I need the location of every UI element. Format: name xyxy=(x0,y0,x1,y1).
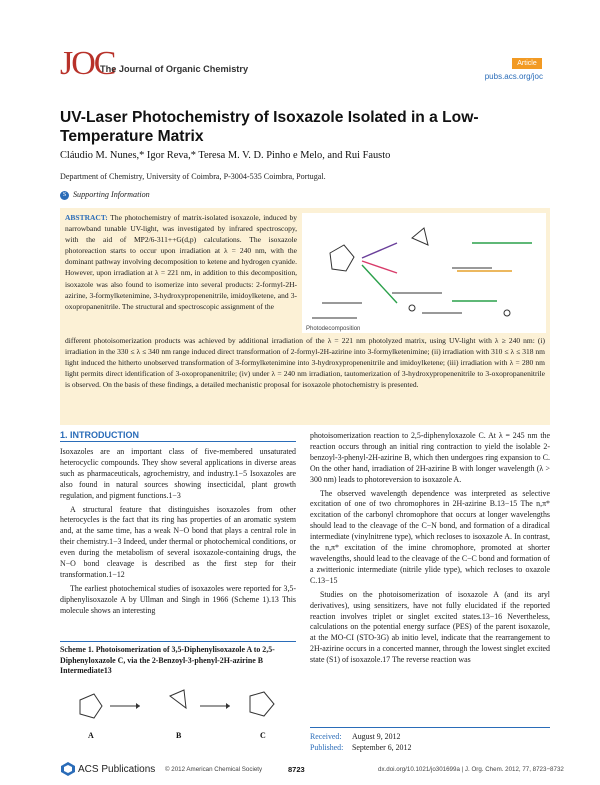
copyright: © 2012 American Chemical Society xyxy=(165,766,263,773)
doi-citation[interactable]: dx.doi.org/10.1021/jo301699a | J. Org. Chem. 2012, 77, 8723−8732 xyxy=(378,766,564,773)
abstract-body-top: The photochemistry of matrix-isolated isoxazole, induced by narrowband tunable UV-light, was investigated by infrared spectroscopy, with the aid of MP2/6-311++G(d,p) calculations. The isoxazole photoreaction starts to occur upon irradiation at λ = 240 nm, with the dominant pathway involving decomposition to ketene and hydrogen cyanide. However, upon irradiation at λ = 221 nm, in addition to this decomposition, isoxazole was also found to isomerize into several products: 2-formyl-2H-azirine, 3-formylketenimine, 3-hydroxypropenenitrile, imidoylketene, and 3-oxopropanenitrile. The structural and spectroscopic assignment of the xyxy=(65,213,297,311)
article-title: UV-Laser Photochemistry of Isoxazole Isolated in a Low-Temperature Matrix xyxy=(60,109,479,145)
journal-name: The Journal of Organic Chemistry xyxy=(100,64,249,74)
scheme-caption: Scheme 1. Photoisomerization of 3,5-Diphenylisoxazole A to 2,5-Diphenyloxazole C, via the 2-Benzoyl-3-phenyl-2H-azirine B Intermediate13 xyxy=(60,645,275,675)
supporting-label: Supporting Information xyxy=(73,190,150,199)
affiliation: Department of Chemistry, University of Coimbra, P-3004-535 Coimbra, Portugal. xyxy=(60,172,326,181)
section-rule xyxy=(60,441,296,442)
received-label: Received: xyxy=(310,732,342,741)
section-heading-introduction: 1. INTRODUCTION xyxy=(60,430,140,440)
intro-paragraph: The earliest photochemical studies of isoxazoles were reported for 3,5-diphenylisoxazole A by Ullman and Singh in 1966 (Scheme 1).13 This molecule shows an interesting xyxy=(60,583,296,615)
published-date: September 6, 2012 xyxy=(352,743,412,752)
scheme-rule xyxy=(60,641,296,642)
publication-dates xyxy=(310,731,411,753)
abstract-text-bottom: different photoisomerization products was achieved by additional irradiation of the λ = 221 nm photolyzed matrix, using UV-light with λ ≥ 240 nm: (i) irradiation in the 330 ≤ λ ≤ 340 nm range induced direct transformation of 2-formyl-2H-azirine into 3-formylketenimine; (ii) irradiation with 310 ≤ λ ≤ 318 nm light induced the hitherto unobserved transformation of 3-formylketenimine into 3-hydroxypropenenitrile and imidoylketene; (iii) irradiation with λ = 280 nm light permits direct identification of 3-oxopropanenitrile; (iv) under λ = 240 nm irradiation, tautomerization of 3-hydroxypropenenitrile to 3-oxopropanenitrile is observed. On the basis of these findings, a detailed mechanistic proposal for isoxazole photochemistry is presented. xyxy=(65,336,545,390)
intro-paragraph: photoisomerization reaction to 2,5-diphenyloxazole C. At λ = 245 nm the reaction occurs through an initial ring contraction to yield the isolable 2-benzoyl-3-phenyl-2H-azirine B, which then undergoes ring expansion to C. On the other hand, irradiation of 2H-azirine B with longer wavelength (λ > 300 nm) leads to photoreversion to isoxazole A. xyxy=(310,431,550,484)
scheme-label-b: B xyxy=(176,731,182,740)
info-icon: S xyxy=(60,191,69,200)
acs-hexagon-icon xyxy=(60,762,76,776)
journal-logo xyxy=(60,45,249,82)
journal-url-link[interactable]: pubs.acs.org/joc xyxy=(484,72,543,81)
scheme-label-a: A xyxy=(88,731,94,740)
supporting-information-link[interactable] xyxy=(60,190,150,200)
page-number: 8723 xyxy=(288,765,305,774)
abstract-text-top xyxy=(65,212,297,312)
reaction-scheme-graphic xyxy=(302,213,546,333)
published-label: Published: xyxy=(310,743,344,752)
received-date: August 9, 2012 xyxy=(352,732,401,741)
intro-paragraph: The observed wavelength dependence was interpreted as selective excitation of one of two chromophores in 2H-azirine B.13−15 The n,π* excitation of the carbonyl chromophore that occurs at longer wavelengths should lead to the cleavage of the C−N bond, and formation of a diradical intermediate (vinylnitrene type), which recloses to isoxazole A. In contrast, the n,π* excitation of the imine chromophore, promoted at shorter wavelengths, should lead to the cleavage of the C−C bond and formation of a zwitterionic intermediate (nitrile ylide type), which recloses to oxazole C.13−15 xyxy=(310,488,550,585)
abstract-label: ABSTRACT: xyxy=(65,213,108,222)
toc-graphic xyxy=(302,213,546,333)
intro-paragraph: A structural feature that distinguishes isoxazoles from other heterocycles is the fact that its ring has properties of an aromatic system and, at the same time, has a weak N−O bond that plays a central role in their chemistry.1−3 Indeed, under thermal or photochemical conditions, or even during the metabolism of several isoxazole-containing drugs, the N−O bond cleavage is described as the first step for their transformation.1−12 xyxy=(60,504,296,579)
scheme-drawing xyxy=(60,682,296,744)
acs-publications-label: ACS Publications xyxy=(78,764,156,775)
joc-logo-text: JOC xyxy=(60,45,115,82)
dates-rule xyxy=(310,727,550,728)
article-badge: Article xyxy=(512,58,542,69)
scheme-label-c: C xyxy=(260,731,266,740)
scheme-graphic xyxy=(60,682,296,744)
intro-paragraph: Isoxazoles are an important class of five-membered unsaturated heterocyclic compounds. They show several applications in diverse areas such as pharmaceuticals, agrochemistry, and industry.1−5 Isoxazoles are also found in natural sources showing insecticidal, plant growth regulation, and pigment functions.1−3 xyxy=(60,447,296,500)
photodecomposition-label: Photodecomposition xyxy=(306,326,361,332)
author-list: Cláudio M. Nunes,* Igor Reva,* Teresa M. V. D. Pinho e Melo, and Rui Fausto xyxy=(60,150,391,161)
intro-paragraph: Studies on the photoisomerization of isoxazole A (and its aryl derivatives), using sensitizers, have not fully elucidated if the reported reaction involves triplet or singlet excited states.13−16 Nevertheless, calculations on the potential energy surface (PES) of the parent isoxazole, at the MO-CI (STO-3G) ab initio level, indicate that the rearrangement to 2H-azirine occurs in a concerted manner, through the lowest singlet excited state (S1) of isoxazole.17 The reverse reaction was xyxy=(310,589,550,665)
left-column xyxy=(60,447,296,620)
right-column xyxy=(310,431,550,669)
